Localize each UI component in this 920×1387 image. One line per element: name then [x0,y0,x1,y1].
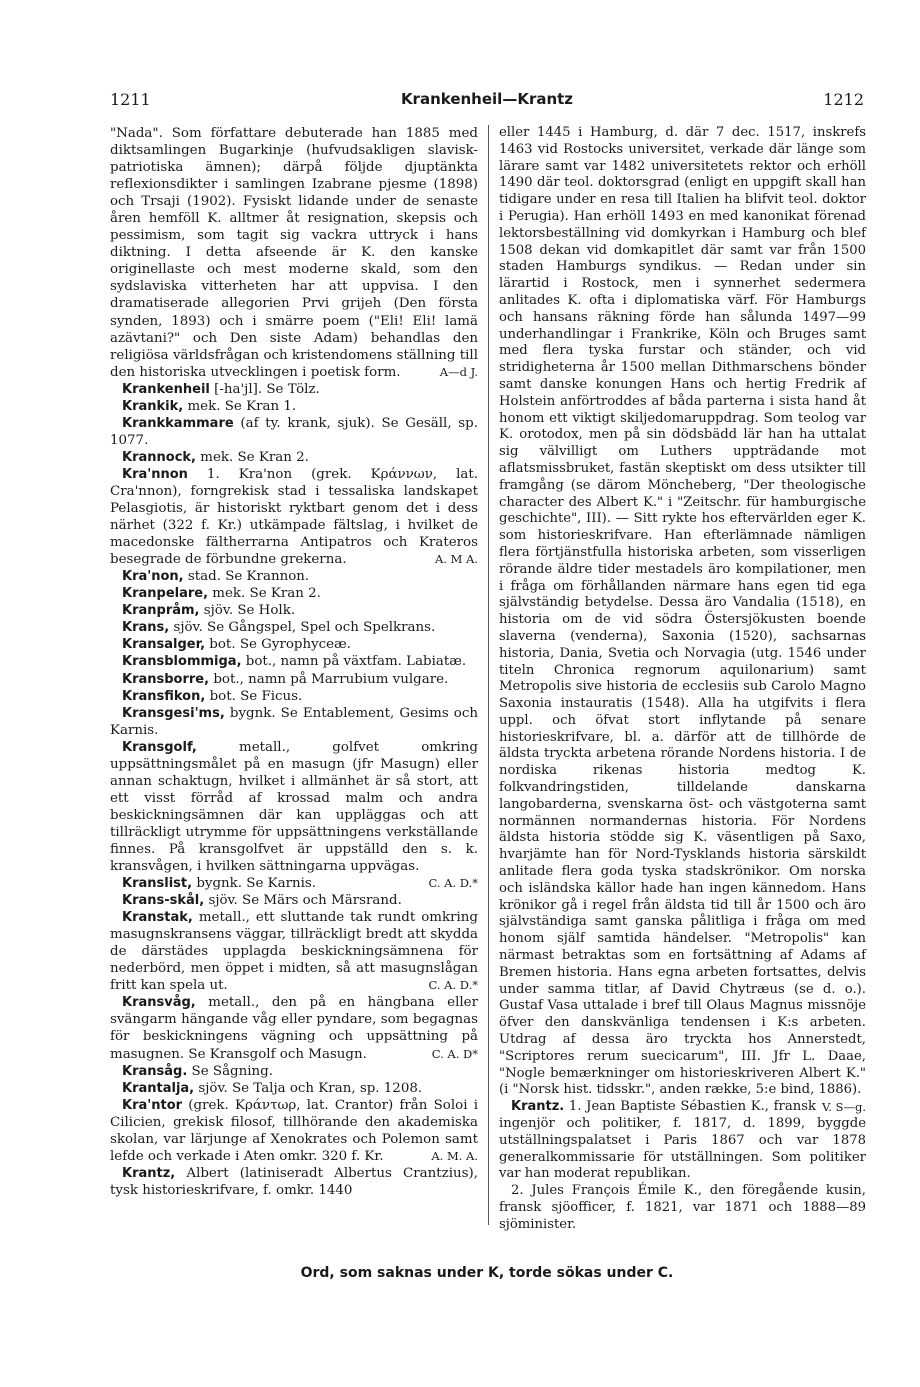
signature: V. S—g. [821,1100,866,1115]
headword: Kransgesi'ms, [122,705,225,721]
headword: Krankkammare [122,415,234,431]
headword: Kranpråm, [122,603,200,619]
entry-kranslist: Kranslist, bygnk. Se Karnis. [122,876,317,892]
entry-krankik: Krankik, mek. Se Kran 1. [122,398,297,414]
signature: A. M A. [434,552,478,567]
headword: Krantz, [122,1165,176,1181]
entry-krans: Krans, sjöv. Se Gångspel, Spel och Spelkrans. [122,620,436,636]
headword: Kransfikon, [122,688,206,704]
page-number-left: 1211 [110,90,151,109]
headword: Kranslist, [122,876,193,892]
entry-continuation: eller 1445 i Hamburg, d. där 7 dec. 1517, inskrefs 1463 vid Rostocks universitet, verkade där länge som lärare samt var 1482 universitetets rektor och erhöll 1490 där teol. doktorsgrad (enligt en uppgift skall han tidigare under en resa till Italien ha blifvit teol. doktor i Perugia). Han erhöll 1493 en med kanonikat förenad lektorsbeställning vid domkyrkan i Hamburg och blef 1508 dekan vid domkapitlet där samt var från 1500 staden Hamburgs syndikus. — Redan under sin lärartid i Rostock, men i synnerhet sedermera anlitades K. ofta i diplomatiska värf. För Hamburgs och hansans räkning förde han sålunda 1497—99 underhandlingar i Frankrike, Köln och Bruges samt med flera tyska furstar och ständer, och vid stridigheterna år 1500 mellan Dithmarschens bönder samt danske konungen Hans och hertig Fredrik af Holstein anförtroddes af båda parterna i sista hand åt honom ett viktigt skiljedomaruppdrag. Som teolog var K. orotodox, men på sin dödsbädd lär han ha uttalat sig välvilligt om Luthers uppträdande mot aflatsmissbruket, fastän skeptiskt om dess utsikter till framgång (se därom Möncheberg, "Der theologische character des Albert K." i "Zeitschr. für hamburgische geschichte", III). — Sitt rykte hos eftervärlden eger K. som historieskrifvare. Han efterlämnade nämligen flera förtjänstfulla historiska arbeten, som visserligen rörande äldre tider mestadels äro kompilationer, men i fråga om förhållanden närmare hans egen tid ega självständig betydelse. Dessa äro Vandalia (1518), en historia om de vid södra Östersjökusten boende slaverna (venderna), Saxonia (1520), sachsarnas historia, Dania, Svetia och Norvagia (utg. 1546 under titeln Chronica regnorum aquilonarium) samt Metropolis sive historia de ecclesiis sub Carolo Magno Saxonia instauratis (1548). Alla ha utgifvits i flera uppl. och öfvat stort inflytande på senare historieskrifvare, bl. a. därför att de tillhörde de äldsta tryckta arbetena rörande Nordens historia. I de nordiska rikenas historia medtog K. folkvandringstiden, tilldelande danskarna langobarderna, svenskarna öst- och västgoterna samt normännen normandernas historia. För Nordens äldsta historia stödde sig K. väsentligen på Saxo, hvarjämte han för Nord-Tysklands historia särskildt anlitade flera goda tyska stadskrönikor. Om norska och isländska källor hade han ingen kännedom. Hans krönikor gå i regel från äldsta tid till år 1500 och äro självständiga samt ganska pålitliga i fråga om med honom själf samtida händelser. "Metropolis" kan närmast betraktas som en fortsättning af Adams af Bremen historia. Hans egna arbeten fortsattes, delvis under samma titlar, af David Chytræus (se d. o.). Gustaf Vasa uttalade i bref till Olaus Magnus missnöje öfver den danskvänliga tendensen i K:s arbeten. Utdrag af dessa äro tryckta hos Annerstedt, "Scriptores rerum suecicarum", III. Jfr L. Daae, "Nogle bemærkninger om historieskriveren Albert K." (i "Norsk hist. tidsskr.", anden række, 5:e bind, 1886). V. S—g. [499,125,866,1115]
entry-kranpelare: Kranpelare, mek. Se Kran 2. [122,586,321,602]
headword: Krankenheil [122,381,210,397]
entry-krankenheil: Krankenheil [-ha'jl]. Se Tölz. [122,381,320,397]
entry-kransblommiga: Kransblommiga, bot., namn på växtfam. Labiatæ. [122,654,467,670]
entry-krantz-1: Krantz. 1. Jean Baptiste Sébastien K., fransk ingenjör och politiker, f. 1817, d. 1899, byggde utställningspalatset i Paris 1867 och var 1878 generalkommissarie för utställningen. Som politiker var han moderat republikan. [499,1099,866,1182]
column-divider [488,125,489,1225]
entry-krannock: Krannock, mek. Se Kran 2. [122,449,309,465]
entry-kransag: Kransåg. Se Sågning. [122,1063,273,1079]
entry-kransfikon: Kransfikon, bot. Se Ficus. [122,688,303,704]
entry-kransgesims: Kransgesi'ms, bygnk. Se Entablement, Gesims och Karnis. [110,705,478,738]
headword: Krannock, [122,449,196,465]
page-header [110,90,864,112]
page-number-right: 1212 [823,90,864,109]
entry-krankkammare: Krankkammare (af ty. krank, sjuk). Se Gesäll, sp. 1077. [110,415,478,448]
entry-krantz-albert: Krantz, Albert (latiniseradt Albertus Crantzius), tysk historieskrifvare, f. omkr. 1440 [110,1165,478,1198]
signature: C. A. D.* [428,876,478,891]
headword: Kra'ntor [122,1097,183,1113]
entry-continuation: "Nada". Som författare debuterade han 1885 med diktsamlingen Bugarkinje (hufvudsakligen slavisk-patriotiska ämnen); därpå följde djuptänkta reflexionsdikter i samlingen Izabrane pjesme (1898) och Trsaji (1902). Fysiskt lidande under de senaste åren hemföll K. alltmer åt resignation, skepsis och pessimism, som tagit sig vackra uttryck i hans diktning. I detta afseende är K. den kanske originellaste och mest moderne skald, som den sydslaviska vitterheten har att uppvisa. I den dramatiserade allegorien Prvi grijeh (Den första synden, 1893) och i smärre poem ("Eli! Eli! lamä azävtani?" och Den siste Adam) behandlas den religiösa världsfrågan och kristendomens ställning till den historiska utvecklingen i poetisk form. A—d J. [110,126,478,380]
entry-kransborre: Kransborre, bot., namn på Marrubium vulgare. [122,671,449,687]
headword: Kranpelare, [122,586,209,602]
entry-kransvag: Kransvåg, metall., den på en hängbana eller svängarm hängande våg eller pyndare, som begagnas för beskickningens vägning och uppsättning på masugnen. Se Kransgolf och Masugn. C. A. D* [110,995,478,1062]
left-column [110,125,478,1199]
headword: Krantalja, [122,1080,195,1096]
entry-krantor: Kra'ntor (grek. Κράντωρ, lat. Crantor) från Soloi i Cilicien, grekisk filosof, tillhörande den akademiska skolan, var lärjunge af Xenokrates och Polemon samt lefde och verkade i Aten omkr. 320 f. Kr. A. M. A. [110,1097,478,1164]
entry-kranpram: Kranpråm, sjöv. Se Holk. [122,603,296,619]
headword: Krans-skål, [122,893,205,909]
signature: A. M. A. [431,1148,478,1163]
headword: Krans, [122,620,170,636]
running-title: Krankenheil—Krantz [400,90,574,108]
headword: Kransblommiga, [122,654,242,670]
signature: C. A. D* [431,1046,478,1061]
headword: Kra'nnon [122,466,188,482]
signature: C. A. D.* [428,978,478,993]
entry-krantz-2: 2. Jules François Émile K., den föregående kusin, fransk sjöofficer, f. 1821, var 1871 och 1888—89 sjöminister. [499,1183,866,1232]
headword: Krantz. [511,1099,565,1115]
footer-note: Ord, som saknas under K, torde sökas under C. [300,1265,674,1281]
headword: Kranstak, [122,910,193,926]
entry-krannon-1: Kra'nnon 1. Kra'non (grek. Κράννων, lat. Cra'nnon), forngrekisk stad i tessaliska landskapet Pelasgiotis, är historiskt ryktbart genom det i dess närhet (322 f. Kr.) utkämpade fältslag, i hvilket de macedonske fältherrarna Antipatros och Krateros besegrade de förbundne grekerna. A. M A. [110,466,478,568]
entry-kranstak: Kranstak, metall., ett sluttande tak rundt omkring masugnskransens väggar, tillräckligt bredt att skydda de därstädes upplagda beskickningsämnena för nederbörd, men öppet i midten, så att masugnslågan fritt kan spela ut. C. A. D.* [110,910,478,994]
signature: A—d J. [439,364,478,379]
headword: Kransgolf, [122,739,197,755]
entry-krans-skal: Krans-skål, sjöv. Se Märs och Märsrand. [122,893,402,909]
headword: Kransåg. [122,1063,188,1079]
entry-kranon: Kra'non, stad. Se Krannon. [122,569,310,585]
entry-kransgolf: Kransgolf, metall., golfvet omkring uppsättningsmålet på en masugn (jfr Masugn) eller annan schaktugn, hvilket i allmänhet är så stort, att ett visst förråd af krossad malm och andra beskickningsämnen där kan uppläggas och att tillräckligt utrymme för uppsättningens verkställande finnes. På kransgolfvet är uppställd den s. k. kransvågen, i hvilken sättningarna uppvägas. C. A. D.* [110,739,478,875]
headword: Kra'non, [122,569,184,585]
headword: Kransvåg, [122,995,196,1011]
entry-krantalja: Krantalja, sjöv. Se Talja och Kran, sp. 1208. [122,1080,423,1096]
headword: Krankik, [122,398,184,414]
right-column [499,125,866,1234]
headword: Kransalger, [122,637,206,653]
headword: Kransborre, [122,671,210,687]
entry-kransalger: Kransalger, bot. Se Gyrophyceæ. [122,637,351,653]
